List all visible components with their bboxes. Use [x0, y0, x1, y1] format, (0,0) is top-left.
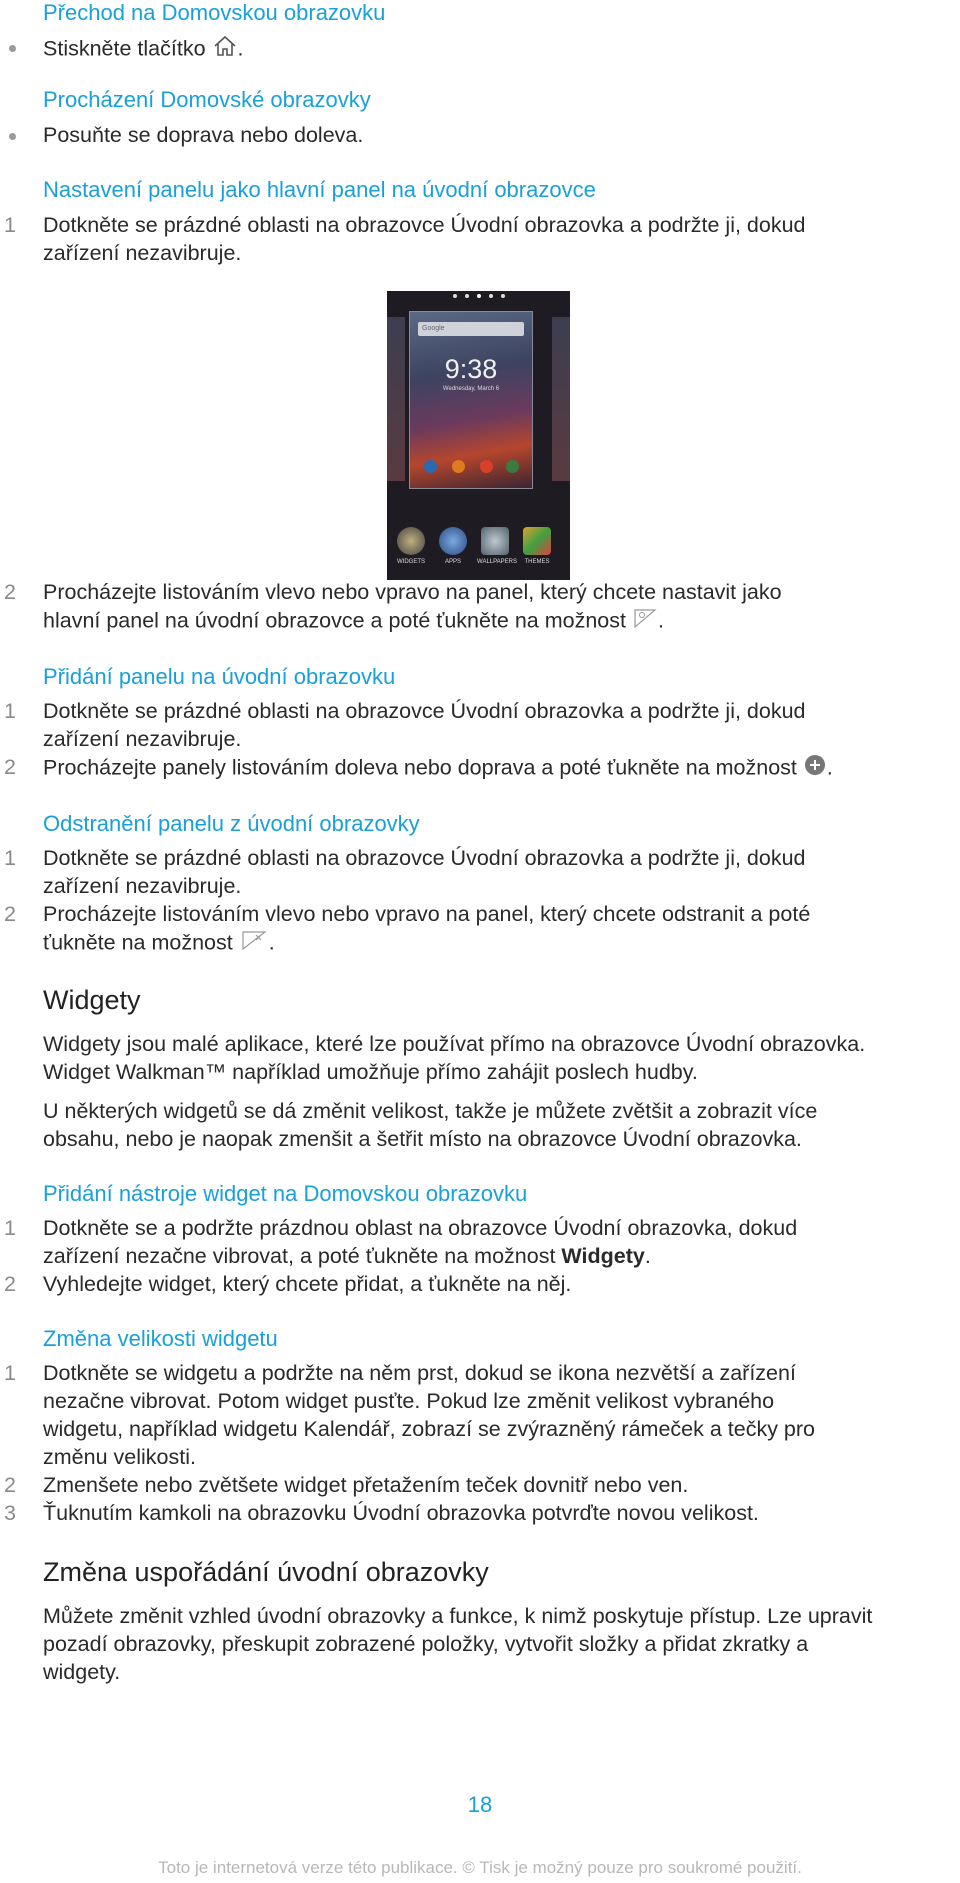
widgety-label: Widgety	[561, 1244, 645, 1268]
step-number: 1	[4, 699, 16, 723]
pager-dot	[489, 294, 493, 298]
paragraph-text: Widget Walkman™ například umožňuje přímo zahájit poslech hudby.	[43, 1060, 698, 1084]
step-text: Procházejte listováním vlevo nebo vpravo na panel, který chcete nastavit jako	[43, 580, 782, 604]
heading-add-panel: Přidání panelu na úvodní obrazovku	[43, 664, 396, 689]
plus-circle-icon	[803, 754, 827, 784]
step-text-with-icon	[43, 607, 664, 637]
step-text: Dotkněte se a podržte prázdnou oblast na obrazovce Úvodní obrazovka, dokud	[43, 1216, 798, 1240]
date-label: Wednesday, March 6	[442, 386, 500, 392]
paragraph-text: Widgety jsou malé aplikace, které lze používat přímo na obrazovce Úvodní obrazovka.	[43, 1032, 866, 1056]
step-number: 1	[4, 1361, 16, 1385]
tray-label: THEMES	[524, 559, 550, 565]
home-icon	[212, 34, 238, 66]
step-text-with-icon	[43, 929, 275, 959]
step-number: 2	[4, 902, 16, 926]
home-panel[interactable]	[409, 311, 533, 489]
footer-notice: Toto je internetová verze této publikace. © Tisk je možný pouze pro soukromé použití.	[158, 1858, 802, 1877]
step-text: zařízení nezavibruje.	[43, 874, 242, 898]
step-text: změnu velikosti.	[43, 1445, 196, 1469]
heading-go-home: Přechod na Domovskou obrazovku	[43, 0, 386, 25]
step-number: 1	[4, 213, 16, 237]
heading-rearrange: Změna uspořádání úvodní obrazovky	[43, 1557, 489, 1587]
step-number: 2	[4, 580, 16, 604]
step-text: Procházejte listováním vlevo nebo vpravo na panel, který chcete odstranit a poté	[43, 902, 811, 926]
tray-label: WALLPAPERS	[477, 559, 518, 565]
pager-dot	[465, 294, 469, 298]
step-text: Ťuknutím kamkoli na obrazovku Úvodní obrazovka potvrďte novou velikost.	[43, 1501, 759, 1525]
step-number: 1	[4, 846, 16, 870]
bullet-item-go-home	[43, 34, 244, 66]
paragraph-text: pozadí obrazovky, přeskupit zobrazené položky, vytvořit složky a přidat zkratky a	[43, 1632, 809, 1656]
heading-browse-home: Procházení Domovské obrazovky	[43, 87, 371, 112]
wallpapers-tray-icon[interactable]	[481, 527, 509, 555]
tray-label: WIDGETS	[397, 559, 425, 565]
apps-tray-icon[interactable]	[439, 527, 467, 555]
heading-add-widget: Přidání nástroje widget na Domovskou obrazovku	[43, 1181, 528, 1206]
step-number: 2	[4, 1272, 16, 1296]
step-text: ťukněte na možnost	[43, 930, 233, 955]
adjacent-panel-left	[387, 317, 405, 481]
remove-panel-icon	[239, 929, 269, 959]
paragraph-text: Můžete změnit vzhled úvodní obrazovky a funkce, k nimž poskytuje přístup. Lze upravit	[43, 1604, 873, 1628]
bullet-text: Stiskněte tlačítko	[43, 36, 206, 61]
pager-dot	[477, 294, 481, 298]
step-number: 2	[4, 755, 16, 779]
step-number: 1	[4, 1216, 16, 1240]
google-search-bar[interactable]: Google	[418, 322, 524, 336]
step-number: 3	[4, 1501, 16, 1525]
page-number: 18	[467, 1792, 493, 1817]
step-text: Procházejte panely listováním doleva nebo doprava a poté ťukněte na možnost	[43, 755, 797, 780]
homescreen-screenshot	[387, 291, 570, 580]
step-text: zařízení nezavibruje.	[43, 241, 242, 265]
app-icon[interactable]	[480, 460, 493, 473]
step-text-with-icon	[43, 754, 833, 784]
step-end: .	[657, 608, 664, 633]
widgets-tray-icon[interactable]	[397, 527, 425, 555]
step-end: .	[644, 1244, 651, 1268]
bullet	[9, 133, 16, 140]
heading-set-main-panel: Nastavení panelu jako hlavní panel na úvodní obrazovce	[43, 177, 596, 202]
step-end: .	[826, 755, 833, 780]
paragraph-text: obsahu, nebo je naopak zmenšit a šetřit místo na obrazovce Úvodní obrazovka.	[43, 1127, 802, 1151]
pager-dot	[453, 294, 457, 298]
step-text: zařízení nezavibruje.	[43, 727, 242, 751]
app-icon[interactable]	[424, 460, 437, 473]
bullet-text: Posuňte se doprava nebo doleva.	[43, 123, 364, 147]
step-text: Dotkněte se prázdné oblasti na obrazovce Úvodní obrazovka a podržte ji, dokud	[43, 699, 806, 723]
step-text: hlavní panel na úvodní obrazovce a poté ťukněte na možnost	[43, 608, 626, 633]
heading-resize-widget: Změna velikosti widgetu	[43, 1326, 278, 1351]
app-icon[interactable]	[452, 460, 465, 473]
step-text: zařízení nezačne vibrovat, a poté ťukněte na možnost	[43, 1244, 562, 1268]
step-text: Dotkněte se widgetu a podržte na něm prst, dokud se ikona nezvětší a zařízení	[43, 1361, 796, 1385]
step-text-with-bold	[43, 1243, 651, 1271]
step-text: Dotkněte se prázdné oblasti na obrazovce Úvodní obrazovka a podržte ji, dokud	[43, 213, 806, 237]
clock-widget: 9:38	[444, 354, 498, 384]
step-text: widgetu, například widgetu Kalendář, zobrazí se zvýrazněný rámeček a tečky pro	[43, 1417, 816, 1441]
step-end: .	[268, 930, 275, 955]
home-pin-icon	[632, 607, 658, 637]
pager-dot	[501, 294, 505, 298]
step-text: Vyhledejte widget, který chcete přidat, a ťukněte na něj.	[43, 1272, 572, 1296]
step-text: Zmenšete nebo zvětšete widget přetažením teček dovnitř nebo ven.	[43, 1473, 689, 1497]
tray-label: APPS	[444, 559, 461, 565]
app-icon[interactable]	[506, 460, 519, 473]
heading-widgety: Widgety	[43, 985, 141, 1015]
paragraph-text: U některých widgetů se dá změnit velikost, takže je můžete zvětšit a zobrazit více	[43, 1099, 818, 1123]
step-text: nezačne vibrovat. Potom widget pusťte. Pokud lze změnit velikost vybraného	[43, 1389, 775, 1413]
heading-remove-panel: Odstranění panelu z úvodní obrazovky	[43, 811, 420, 836]
bullet	[9, 45, 16, 52]
bullet-end: .	[237, 36, 244, 61]
paragraph-text: widgety.	[43, 1660, 121, 1684]
adjacent-panel-right	[552, 317, 570, 481]
themes-tray-icon[interactable]	[523, 527, 551, 555]
step-text: Dotkněte se prázdné oblasti na obrazovce Úvodní obrazovka a podržte ji, dokud	[43, 846, 806, 870]
step-number: 2	[4, 1473, 16, 1497]
